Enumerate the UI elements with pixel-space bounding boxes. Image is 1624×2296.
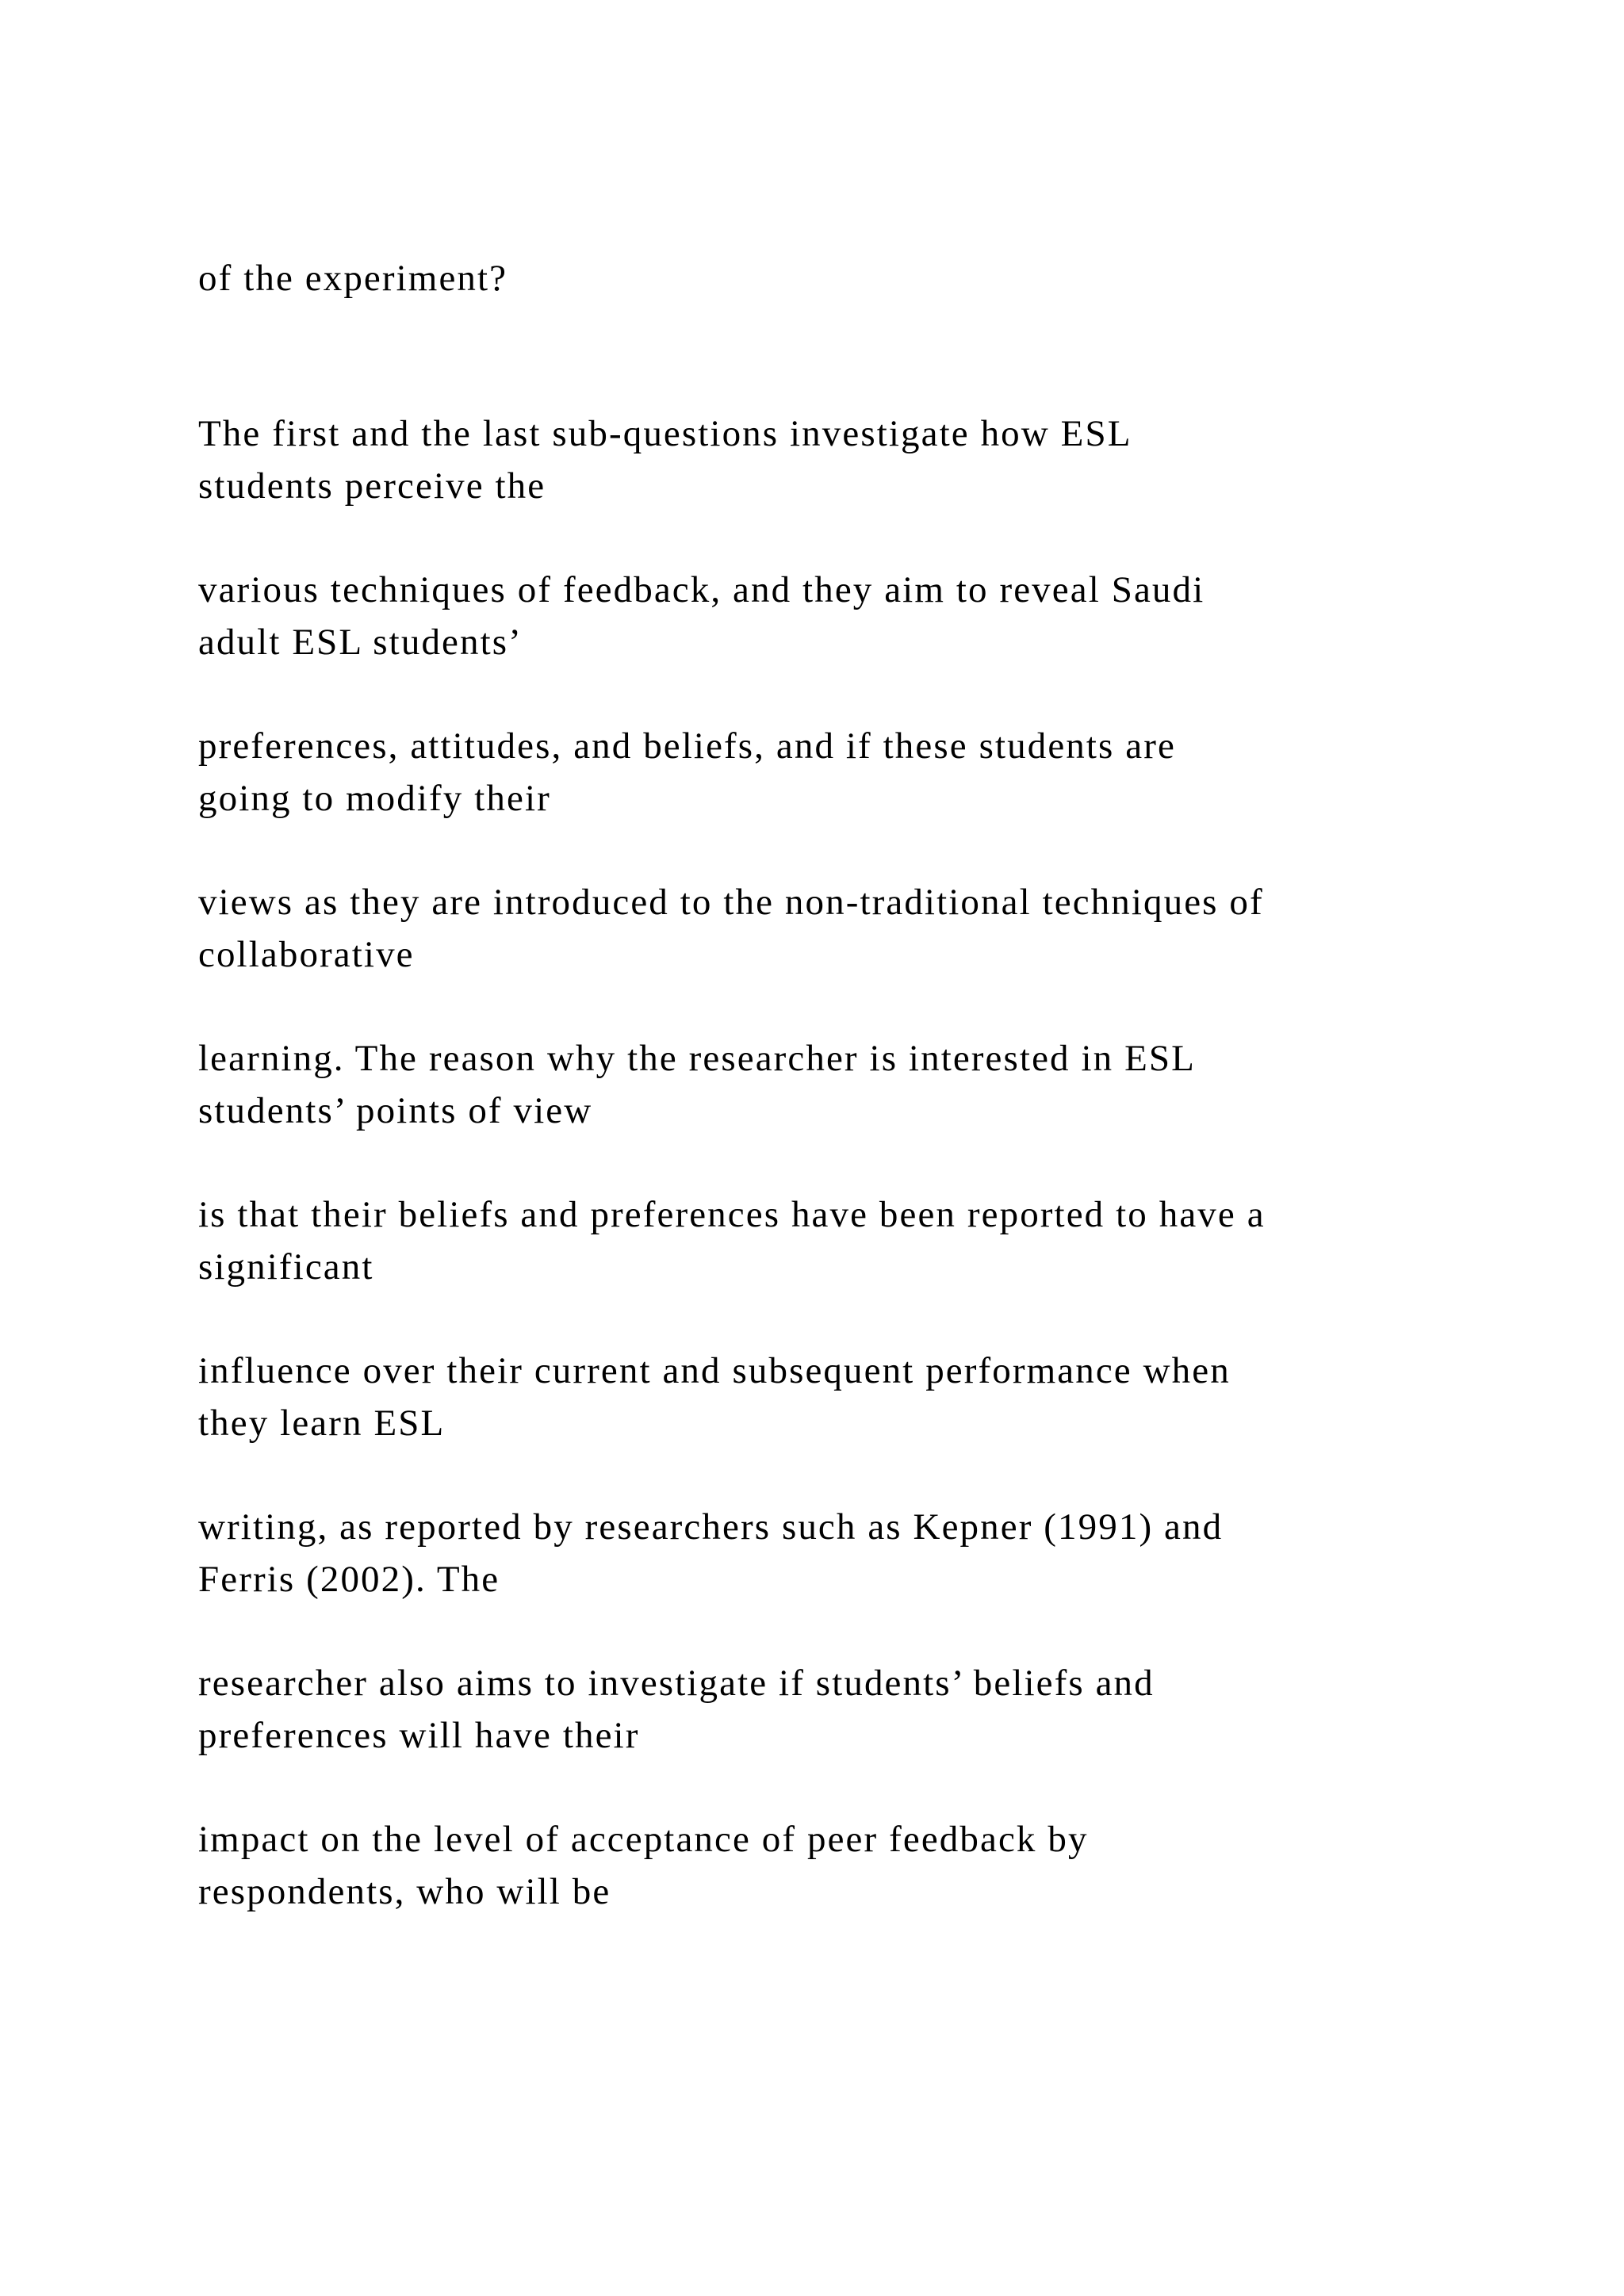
text-line: of the experiment? [198,258,508,299]
text-line: researcher also aims to investigate if students’ beliefs and [198,1663,1155,1704]
text-line: is that their beliefs and preferences have been reported to have a [198,1194,1266,1235]
text-line: collaborative [198,934,415,975]
text-line: influence over their current and subsequent performance when [198,1350,1231,1391]
text-line: they learn ESL [198,1402,446,1444]
text-line: going to modify their [198,778,551,819]
text-line: significant [198,1246,374,1288]
text-line: writing, as reported by researchers such as Kepner (1991) and [198,1506,1224,1548]
text-line: impact on the level of acceptance of peer feedback by [198,1819,1089,1860]
text-line: preferences will have their [198,1715,640,1756]
text-line: respondents, who will be [198,1871,611,1912]
text-line: The first and the last sub-questions investigate how ESL [198,413,1132,454]
text-line: views as they are introduced to the non-traditional techniques of [198,882,1264,923]
text-line: preferences, attitudes, and beliefs, and if these students are [198,725,1176,767]
text-line: adult ESL students’ [198,622,523,663]
text-line: learning. The reason why the researcher is interested in ESL [198,1038,1196,1079]
text-line: Ferris (2002). The [198,1559,500,1600]
text-line: students perceive the [198,465,546,507]
text-line: students’ points of view [198,1090,593,1131]
text-line: various techniques of feedback, and they aim to reveal Saudi [198,569,1205,610]
